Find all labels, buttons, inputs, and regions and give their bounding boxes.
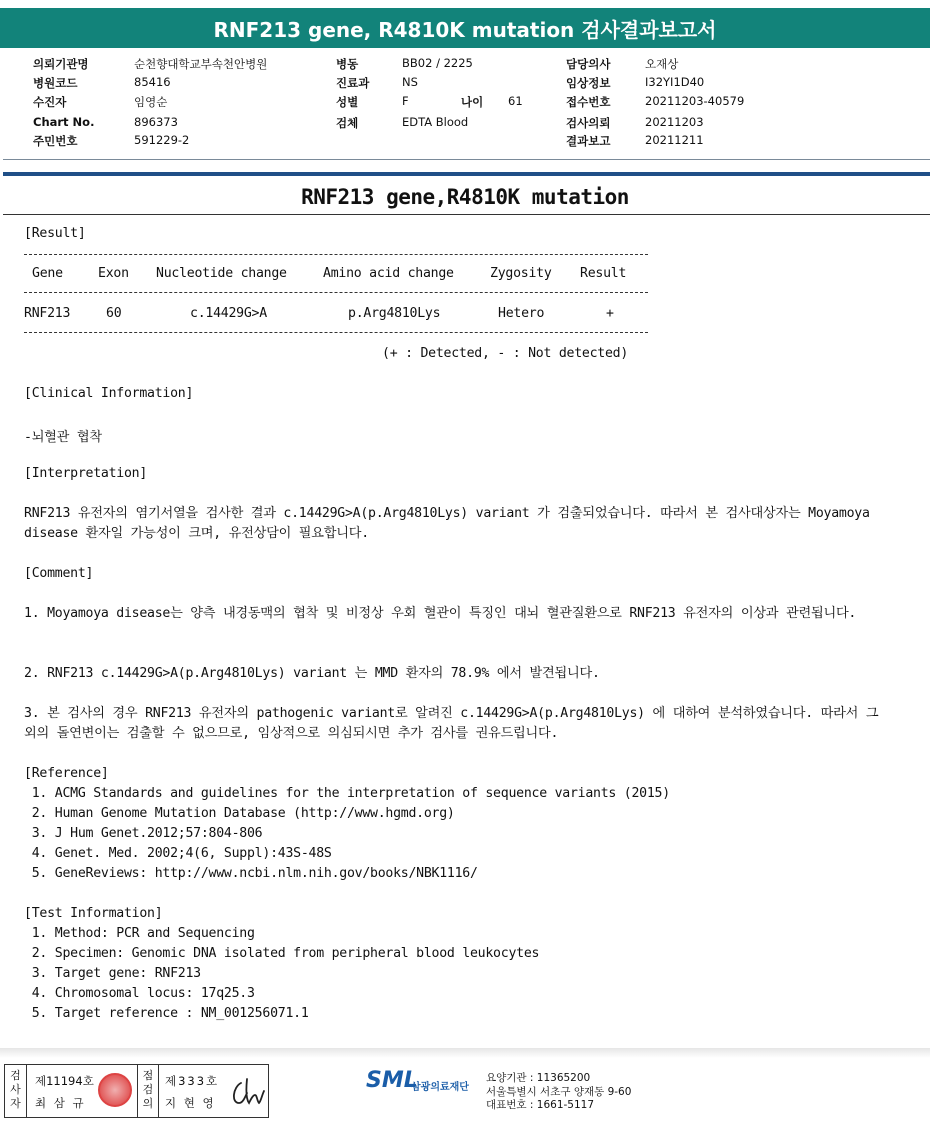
info-value: 85416 (134, 75, 171, 89)
info-label: 진료과 (336, 76, 370, 90)
info-value: I32YI1D40 (645, 75, 705, 89)
info-label: 접수번호 (566, 95, 611, 109)
testinfo-item: 2. Specimen: Genomic DNA isolated from peripheral blood leukocytes (24, 946, 540, 961)
info-label: 병동 (336, 57, 359, 71)
testinfo-heading: [Test Information] (24, 906, 163, 921)
comment-item: 3. 본 검사의 경우 RNF213 유전자의 pathogenic variant로 알려진 c.14429G>A(p.Arg4810Lys) 에 대하여 분석하였습니다. 따라서 그 외의 돌연변이는 검출할 수 없으므로, 임상적으로 의심되시면 추가 검사를 권유드립니다. (24, 706, 879, 741)
testinfo-item: 3. Target gene: RNF213 (24, 966, 201, 981)
info-value: 61 (508, 94, 523, 108)
lab-name: 삼광의료재단 (411, 1082, 469, 1093)
info-label: 주민번호 (33, 134, 78, 148)
report-title: RNF213 gene,R4810K mutation (301, 185, 629, 209)
table-cell: p.Arg4810Lys (348, 306, 441, 321)
table-cell: c.14429G>A (190, 306, 267, 321)
column-header: Nucleotide change (156, 266, 287, 281)
info-label: 결과보고 (566, 134, 611, 148)
comment-item: 1. Moyamoya disease는 양측 내경동맥의 협착 및 비정상 우회 혈관이 특징인 대뇌 혈관질환으로 RNF213 유전자의 이상과 관련됩니다. (24, 606, 857, 621)
result-heading: [Result] (24, 226, 86, 241)
info-value: 896373 (134, 115, 178, 129)
verifier-number: 제333호 (165, 1074, 220, 1088)
info-label: 검체 (336, 116, 359, 130)
report-footer (0, 1048, 930, 1129)
sml-logo-mark: SML (366, 1068, 418, 1093)
signature-icon (227, 1071, 267, 1111)
reference-item: 2. Human Genome Mutation Database (http://www.hgmd.org) (24, 806, 455, 821)
lab-info (486, 1072, 631, 1113)
column-header: Result (580, 266, 627, 281)
info-value: 591229-2 (134, 133, 190, 147)
info-row (33, 56, 913, 72)
reference-item: 3. J Hum Genet.2012;57:804-806 (24, 826, 263, 841)
info-row (33, 133, 913, 149)
examiner-name: 최 삼 규 (35, 1096, 86, 1110)
verifier-name: 지 현 영 (165, 1096, 216, 1110)
info-label: 담당의사 (566, 57, 611, 71)
table-cell: + (606, 306, 614, 321)
info-value: NS (402, 75, 418, 89)
comment-item: 2. RNF213 c.14429G>A(p.Arg4810Lys) variant 는 MMD 환자의 78.9% 에서 발견됩니다. (24, 666, 600, 681)
examiner-seal-icon (98, 1073, 132, 1107)
info-label: 성별 (336, 95, 359, 109)
table-cell: RNF213 (24, 306, 71, 321)
divider (3, 172, 930, 176)
table-cell: 60 (106, 306, 122, 321)
lab-phone: 대표번호 : 1661-5117 (486, 1099, 595, 1111)
testinfo-item: 5. Target reference : NM_001256071.1 (24, 1006, 309, 1021)
column-header: Amino acid change (323, 266, 454, 281)
signature-box (4, 1064, 269, 1118)
divider (3, 214, 930, 215)
reference-item: 4. Genet. Med. 2002;4(6, Suppl):43S-48S (24, 846, 332, 861)
result-legend: (+ : Detected, - : Not detected) (382, 346, 629, 361)
table-rule (24, 292, 648, 293)
examiner-number: 제11194호 (35, 1074, 94, 1088)
clinical-heading: [Clinical Information] (24, 386, 194, 401)
table-rule (24, 254, 648, 255)
info-label: 나이 (461, 95, 484, 109)
column-header: Zygosity (490, 266, 552, 281)
info-value: 임영순 (134, 95, 168, 109)
table-rule (24, 332, 648, 333)
info-value: 순천향대학교부속천안병원 (134, 57, 268, 71)
lab-address: 서울특별시 서초구 양재동 9-60 (486, 1085, 632, 1098)
divider (3, 159, 930, 160)
column-header: Gene (32, 266, 63, 281)
clinical-text: -뇌혈관 협착 (24, 430, 102, 445)
info-label: 의뢰기관명 (33, 57, 89, 71)
info-label: Chart No. (33, 115, 95, 129)
testinfo-item: 4. Chromosomal locus: 17q25.3 (24, 986, 255, 1001)
verifier-label: 점검의 (137, 1065, 159, 1117)
info-value: 20211203 (645, 115, 704, 129)
info-row (33, 115, 913, 131)
comment-heading: [Comment] (24, 566, 94, 581)
info-label: 병원코드 (33, 76, 78, 90)
footer-divider (0, 1048, 930, 1058)
reference-item: 5. GeneReviews: http://www.ncbi.nlm.nih.gov/books/NBK1116/ (24, 866, 478, 881)
column-header: Exon (98, 266, 129, 281)
testinfo-item: 1. Method: PCR and Sequencing (24, 926, 255, 941)
interpretation-heading: [Interpretation] (24, 466, 148, 481)
lab-code: 요양기관 : 11365200 (486, 1072, 591, 1084)
reference-item: 1. ACMG Standards and guidelines for the interpretation of sequence variants (2015) (24, 786, 670, 801)
info-value: 20211203-40579 (645, 94, 745, 108)
info-value: F (402, 94, 409, 108)
info-value: BB02 / 2225 (402, 56, 473, 70)
lab-logo (366, 1068, 469, 1093)
info-value: 20211211 (645, 133, 704, 147)
report-header-title: RNF213 gene, R4810K mutation 검사결과보고서 (0, 8, 930, 48)
info-label: 수진자 (33, 95, 67, 109)
interpretation-text: RNF213 유전자의 염기서열을 검사한 결과 c.14429G>A(p.Arg4810Lys) variant 가 검출되었습니다. 따라서 본 검사대상자는 Moyamoya disease 환자일 가능성이 크며, 유전상담이 필요합니다. (24, 506, 870, 541)
table-cell: Hetero (498, 306, 545, 321)
reference-heading: [Reference] (24, 766, 109, 781)
examiner-label: 검사자 (5, 1065, 27, 1117)
info-label: 임상정보 (566, 76, 611, 90)
info-value: 오재상 (645, 57, 679, 71)
info-label: 검사의뢰 (566, 116, 611, 130)
info-value: EDTA Blood (402, 115, 469, 129)
info-row (33, 75, 913, 91)
info-row (33, 94, 913, 110)
